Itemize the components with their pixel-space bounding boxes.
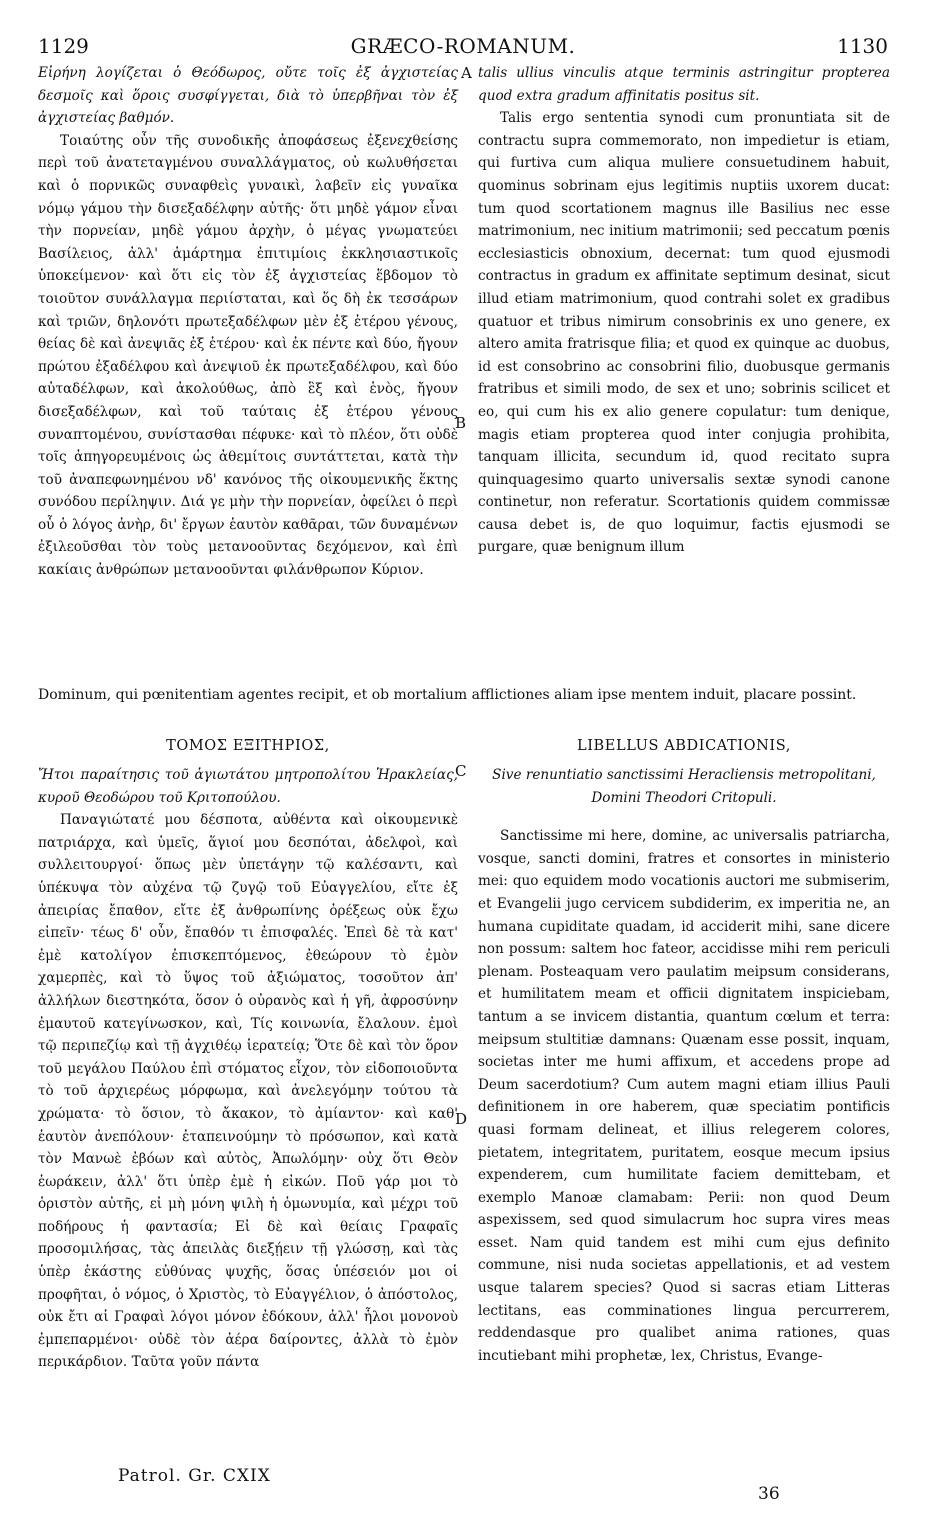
greek-subtitle: Ἤτοι παραίτησις τοῦ ἁγιωτάτου μητροπολίτου Ἡρακλείας, κυροῦ Θεοδώρου τοῦ Κριτοπούλου. [38, 767, 458, 806]
page-number-right: 1130 [837, 34, 888, 58]
running-header [38, 34, 888, 60]
running-title: GRÆCO-ROMANUM. [350, 34, 576, 58]
latin-column-bottom [478, 764, 890, 1367]
page-number-left: 1129 [38, 34, 89, 58]
greek-intro: Εἰρήνη λογίζεται ὁ Θεόδωρος, οὔτε τοῖς ἐξ ἀγχιστείας δεσμοῖς καὶ ὅροις συσφίγγεται, διὰ τὸ ὑπερβῆναι τὸν ἐξ ἀγχιστείας βαθμόν. [38, 65, 458, 127]
greek-paragraph: Τοιαύτης οὖν τῆς συνοδικῆς ἀποφάσεως ἐξενεχθείσης περὶ τοῦ ἀνατεταγμένου συναλλάγματος, οὐ κωλυθήσεται καὶ ὁ πορνικῶς συναφθεὶς γυναικὶ, λαβεῖν εἰς γυναῖκα νόμῳ γάμου τὴν δισεξαδέλφην αὐτῆς· ὅτι μηδὲ γάμον εἶναι τὴν πορνείαν, μηδὲ γάμου ἀρχὴν, ὁ μέγας γνωματεύει Βασίλειος, ἀλλ' ἁμάρτημα ἐπιτιμίοις ἐκκλησιαστικοῖς ὑποκείμενον· καὶ ὅτι εἰς τὸν ἐξ ἀγχιστείας ἕβδομον τὸ τοιοῦτον συνάλλαγμα περιίσταται, καὶ ὅς δὴ ἐκ τεσσάρων καὶ τριῶν, δηλονότι πρωτεξαδέλφων μὲν ἐξ ἑτέρου γένους, θείας δὲ καὶ ἀνεψιᾶς ἐξ ἑτέρου· καὶ ἐκ πέντε καὶ δύο, ἤγουν πρώτου ἐξαδέλφου καὶ ἀνεψιοῦ ἐκ πρωτεξαδέλφου, καὶ δύο αὐταδέλφων, καὶ ἀκολούθως, ἀπὸ ἓξ καὶ ἑνὸς, ἤγουν δισεξαδέλφων, καὶ τοῦ ταύταις ἐξ ἑτέρου γένους συναπτομένου, συνίστασθαι πέφυκε· καὶ τὸ πλέον, ὅτι οὐδὲ τοῖς ἀπηγορευμένοις ὡς ἀθεμίτοις συντάττεται, κατὰ τὴν τοῦ ἀναπεφωνημένου νδ' κανόνος τῆς οἰκουμενικῆς ἕκτης συνόδου περίληψιν. Διά γε μὴν τὴν πορνείαν, ὀφείλει ὁ περὶ οὗ ὁ λόγος ἀνὴρ, δι' ἔργων ἑαυτὸν καθᾶραι, τῶν δυναμένων ἐξιλεοῦσθαι τὸν τοὺς μετανοοῦντας δεχόμενον, καὶ ἐπὶ κακίαις ἀνθρώπων μετανοοῦνται φιλάνθρωπον Κύριον. [38, 132, 458, 579]
latin-subtitle: Sive renuntiatio sanctissimi Heracliensis metropolitani, Domini Theodori Critopuli. [492, 767, 876, 806]
greek-section-heading: ΤΟΜΟΣ ΕΞΙΤΗΡΙΟΣ, [166, 738, 330, 754]
margin-marker-d: D [455, 1110, 468, 1128]
signature-line: Patrol. Gr. CXIX [118, 1466, 271, 1486]
latin-paragraph: Talis ergo sententia synodi cum pronuntiata sit de contractu supra commemorato, non impedietur is etiam, qui furtiva cum aliqua muliere consuetudinem habuit, quominus sobrinam ejus legitimis nuptiis uxorem ducat: tum quod scortationem magnus ille Basilius nec esse matrimonium, nec initium matrimonii; sed peccatum pœnis ecclesiasticis obnoxium, decernat: tum quod ejusmodi contractus in gradum ex affinitate septimum desinat, sicut illud etiam matrimonium, quod contrahi solet ex gradibus quatuor et tribus nimirum consobrinis ex uno genere, ex altero amita fratrisque filia; et quod ex quinque ac duobus, id est consobrino ac consobrini filio, duobusque germanis fratribus et simili modo, de sex et uno; sobrinis scilicet et eo, qui cum his ex alio genere copulatur: tum denique, magis etiam propterea quod inter conjugia prohibita, tanquam illicita, secundum id, quod recitato supra quinquagesimo quarto universalis sextæ synodi canone continetur, non referatur. Scortationis quidem commissæ causa debet is, de quo loquimur, factis ejusmodi se purgare, quæ benignum illum [478, 110, 890, 556]
latin-letter: Sanctissime mi here, domine, ac universalis patriarcha, vosque, sancti domini, fratres et consortes in ministerio mei: quo equidem modo vocationis auctori me submiserim, et Evangelii jugo cervicem subdiderim, ex imperitia ne, an humana cupiditate quadam, id acciderit mihi, sane dicere non possum: saltem hoc fateor, accidisse mihi rem periculi plenam. Posteaquam vero paulatim meipsum considerans, et humilitatem meam et officii dignitatem inspiciebam, tantum a se invicem distantia, quantum cœlum et terra: meipsum stultitiæ damnans: Quænam esse possit, inquam, societas inter me humi affixum, et accedens prope ad Deum sacerdotium? Cum autem magni etiam illius Pauli definitionem in ore haberem, quæ speciatim pontificis quasi formam delineat, et illius relegerem colores, pietatem, integritatem, puritatem, eosque mecum ipsius expenderem, cum humilitate faciem demittebam, et exemplo Manoæ clamabam: Perii: non quod Deum aspexissem, sed quod simulacrum hoc supra vires meas esset. Nam quid tandem est mihi cum ejus definito commune, nisi nuda societas appellationis, et ad vestem usque talarem species? Quod si sacras etiam Litteras lectitans, eas comminationes lingua percurrerem, reddendasque pro qualibet anima rationes, quas incutiebant mihi prophetæ, lex, Christus, Evange- [478, 828, 890, 1364]
latin-section-heading: LIBELLUS ABDICATIONIS, [576, 738, 791, 754]
full-width-line: Dominum, qui pœnitentiam agentes recipit, et ob mortalium afflictiones aliam ipse mentem induit, placare possint. [38, 687, 857, 703]
latin-intro: talis ullius vinculis atque terminis astringitur propterea quod extra gradum affinitatis positus sit. [478, 65, 890, 104]
greek-letter: Παναγιώτατέ μου δέσποτα, αὐθέντα καὶ οἰκουμενικὲ πατριάρχα, καὶ ὑμεῖς, ἅγιοί μου δεσπόται, ἀδελφοὶ, καὶ συλλειτουργοί· ὅπως μὲν ὑπετάγην τῷ καλέσαντι, καὶ ὑπέκυψα τὸν αὐχένα τῷ ζυγῷ τοῦ Εὐαγγελίου, εἴτε ἐξ ἀπειρίας ἔπαθον, εἴτε ἐξ ἀνθρωπίνης ὀρέξεως οὐκ ἔχω εἰπεῖν· τέως δ' οὖν, ἔπαθόν τι ἐπισφαλές. Ἐπεὶ δὲ τὰ κατ' ἐμὲ κατολίγον ἐπισκεπτόμενος, ἐθεώρουν τὸ ἐμὸν χαμερπὲς, καὶ τὸ ὕψος τοῦ ἀξιώματος, τοσοῦτον ἀπ' ἀλλήλων διεστηκότα, ὅσον ὁ οὐρανὸς καὶ ἡ γῆ, ἀφροσύνην ἐμαυτοῦ κατεγίνωσκον, καὶ, Τίς κοινωνία, ἔλαλουν. ἐμοὶ τῷ περιπεζίῳ καὶ τῇ ἀγχιθέῳ ἱερατείᾳ; Ὅτε δὲ καὶ τὸν ὅρον τοῦ μεγάλου Παύλου ἐπὶ στόματος εἶχον, τὸν εἰδοποιοῦντα τὸ τοῦ ἀρχιερέως μόρφωμα, καὶ ἀνελεγόμην τούτου τὰ χρώματα· τὸ ὅσιον, τὸ ἄκακον, τὸ ἀμίαντον· καὶ καθ' ἑαυτὸν ἀνεπόλουν· ἐταπεινούμην τὸ πρόσωπον, καὶ κατὰ τὸν Μανωὲ ἐβόων καὶ αὐτὸς, Ἀπωλόμην· οὐχ ὅτι Θεὸν ἑωράκειν, ἀλλ' ὅτι ὑπὲρ ἐμὲ ἡ εἰκών. Ποῦ γάρ μοι τὸ ὁριστὸν αὐτῆς, εἰ μὴ μόνη ψιλὴ ἡ ὁμωνυμία, καὶ μέχρι τοῦ ποδήρους ἡ φαντασία; Εἰ δὲ καὶ θείαις Γραφαῖς προσομιλήσας, τὰς ἀπειλὰς διεξῄειν τῇ γλώσσῃ, καὶ τὰς ὑπὲρ ἑκάστης εὐθύνας ψυχῆς, ὅσας ὑπέσειόν μοι οἱ προφῆται, ὁ νόμος, ὁ Χριστὸς, τὸ Εὐαγγέλιον, ὁ ἀπόστολος, οὐκ ἔτι αἱ Γραφαὶ λόγοι μόνον ἐδόκουν, ἀλλ' ἧλοι μονονοὺ ἐμπεπαρμένοι· οὐδὲ τὸν ἀέρα δαίροντες, ἀλλὰ τὸ ἐμὸν περικάρδιον. Ταῦτα γοῦν πάντα [38, 812, 458, 1371]
margin-marker-b: B [455, 414, 467, 432]
margin-marker-a: A [461, 64, 472, 82]
greek-column-top [38, 62, 458, 582]
margin-marker-c: C [455, 762, 467, 780]
greek-column-bottom [38, 764, 458, 1374]
sheet-number: 36 [758, 1484, 780, 1504]
latin-column-top [478, 62, 890, 559]
